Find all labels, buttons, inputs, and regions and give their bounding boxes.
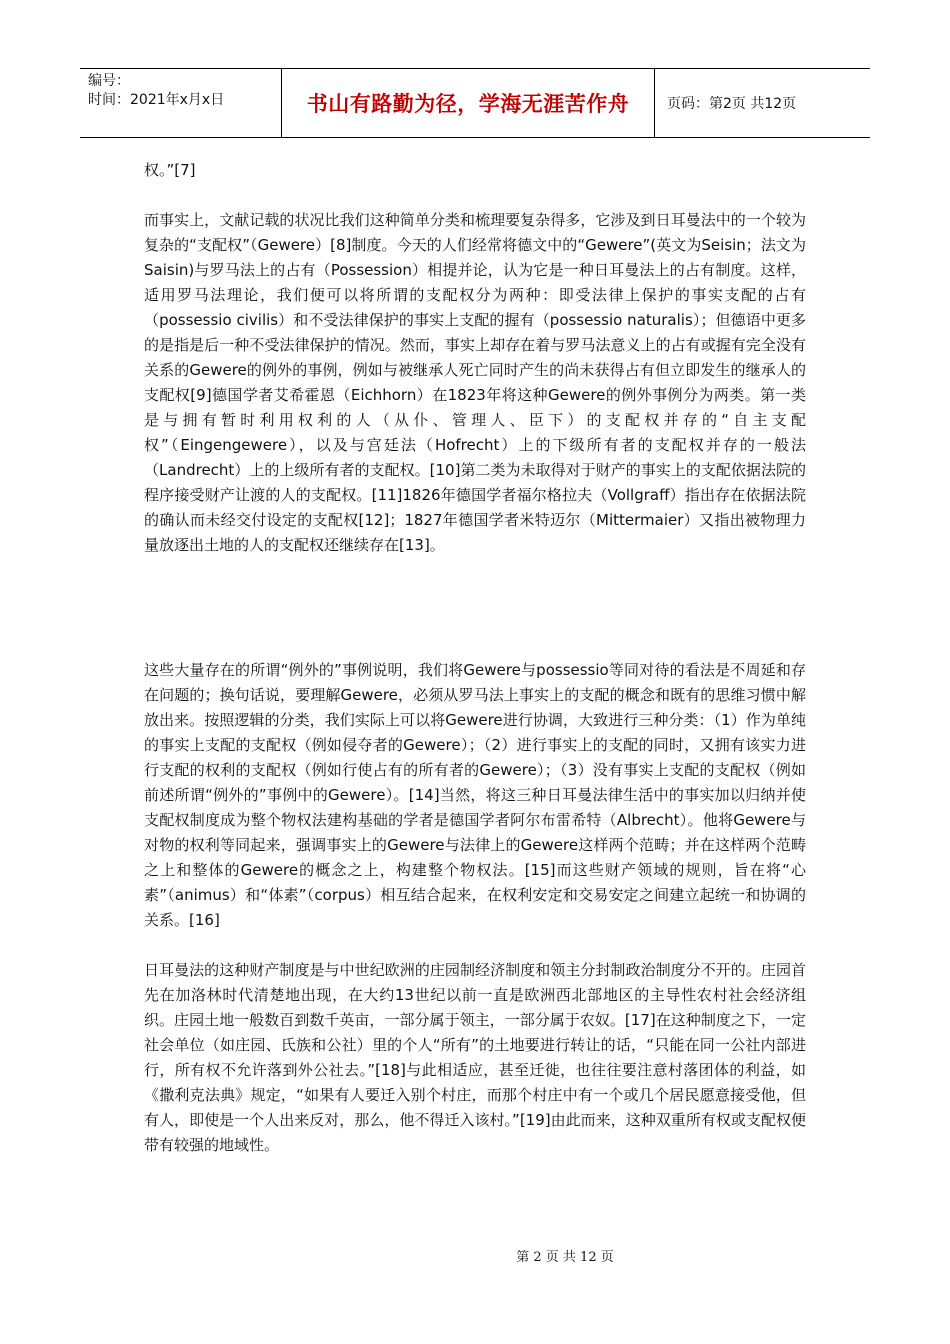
page-label: 页码：第2页 共12页 [667,96,797,112]
paragraph-2: 而事实上，文献记载的状况比我们这种简单分类和梳理要复杂得多，它涉及到日耳曼法中的一个较为复杂的“支配权”（Gewere）[8]制度。今天的人们经常将德文中的“Gewere”(英文为Seisin；法文为Saisin)与罗马法上的占有（Possession）相提并论，认为它是一种日耳曼法上的占有制度。这样，适用罗马法理论，我们便可以将所谓的支配权分为两种：即受法律上保护的事实支配的占有（possessio civilis）和不受法律保护的事实上支配的握有（possessio naturalis）；但德语中更多的是指是后一种不受法律保护的情况。然而，事实上却存在着与罗马法意义上的占有或握有完全没有关系的Gewere的例外的事例，例如与被继承人死亡同时产生的尚未获得占有但立即发生的继承人的支配权[9]德国学者艾希霍恩（Eichhorn）在1823年将这种Gewere的例外事例分为两类。第一类是与拥有暂时利用权利的人（从仆、管理人、臣下）的支配权并存的“自主支配权”（Eingengewere），以及与宫廷法（Hofrecht）上的下级所有者的支配权并存的一般法（Landrecht）上的上级所有者的支配权。[10]第二类为未取得对于财产的事实上的支配依据法院的程序接受财产让渡的人的支配权。[11]1826年德国学者福尔格拉夫（Vollgraff）指出存在依据法院的确认而未经交付设定的支配权[12]；1827年德国学者米特迈尔（Mittermaier）又指出被物理力量放逐出土地的人的支配权还继续存在[13]。 [144,211,806,554]
paragraph-4: 日耳曼法的这种财产制度是与中世纪欧洲的庄园制经济制度和领主分封制政治制度分不开的。庄园首先在加洛林时代清楚地出现，在大约13世纪以前一直是欧洲西北部地区的主导性农村社会经济组织。庄园土地一般数百到数千英亩，一部分属于领主，一部分属于农奴。[17]在这种制度之下，一定社会单位（如庄园、氏族和公社）里的个人“所有”的土地要进行转让的话，“只能在同一公社内部进行，所有权不允许落到外公社去。”[18]与此相适应，甚至迁徙，也往往要注意村落团体的利益，如《撒利克法典》规定，“如果有人要迁入别个村庄，而那个村庄中有一个或几个居民愿意接受他，但有人，即使是一个人出来反对，那么，他不得迁入该村。”[19]由此而来，这种双重所有权或支配权便带有较强的地域性。 [144,961,806,1154]
page-footer: 第 2 页 共 12 页 [516,1250,614,1265]
header-motto-cell [282,69,655,137]
paragraph-1: 权。”[7] [144,161,196,179]
header-meta [80,69,282,137]
number-label: 编号： [88,73,130,89]
time-label: 时间：2021年x月x日 [88,92,225,108]
document-body [144,158,806,1158]
header-page-cell [655,69,870,137]
paragraph-3: 这些大量存在的所谓“例外的”事例说明，我们将Gewere与possessio等同对待的看法是不周延和存在问题的；换句话说，要理解Gewere，必须从罗马法上事实上的支配的概念和既有的思维习惯中解放出来。按照逻辑的分类，我们实际上可以将Gewere进行协调，大致进行三种分类：（1）作为单纯的事实上支配的支配权（例如侵夺者的Gewere）；（2）进行事实上的支配的同时，又拥有该实力进行支配的权利的支配权（例如行使占有的所有者的Gewere）；（3）没有事实上支配的支配权（例如前述所谓“例外的”事例中的Gewere）。[14]当然，将这三种日耳曼法律生活中的事实加以归纳并使支配权制度成为整个物权法建构基础的学者是德国学者阿尔布雷希特（Albrecht）。他将Gewere与对物的权利等同起来，强调事实上的Gewere与法律上的Gewere这样两个范畴；并在这样两个范畴之上和整体的Gewere的概念之上，构建整个物权法。[15]而这些财产领域的规则，旨在将“心素”（animus）和“体素”（corpus）相互结合起来，在权利安定和交易安定之间建立起统一和协调的关系。[16] [144,661,806,929]
motto-text: 书山有路勤为径，学海无涯苦作舟 [306,92,630,116]
page-header [80,68,870,138]
